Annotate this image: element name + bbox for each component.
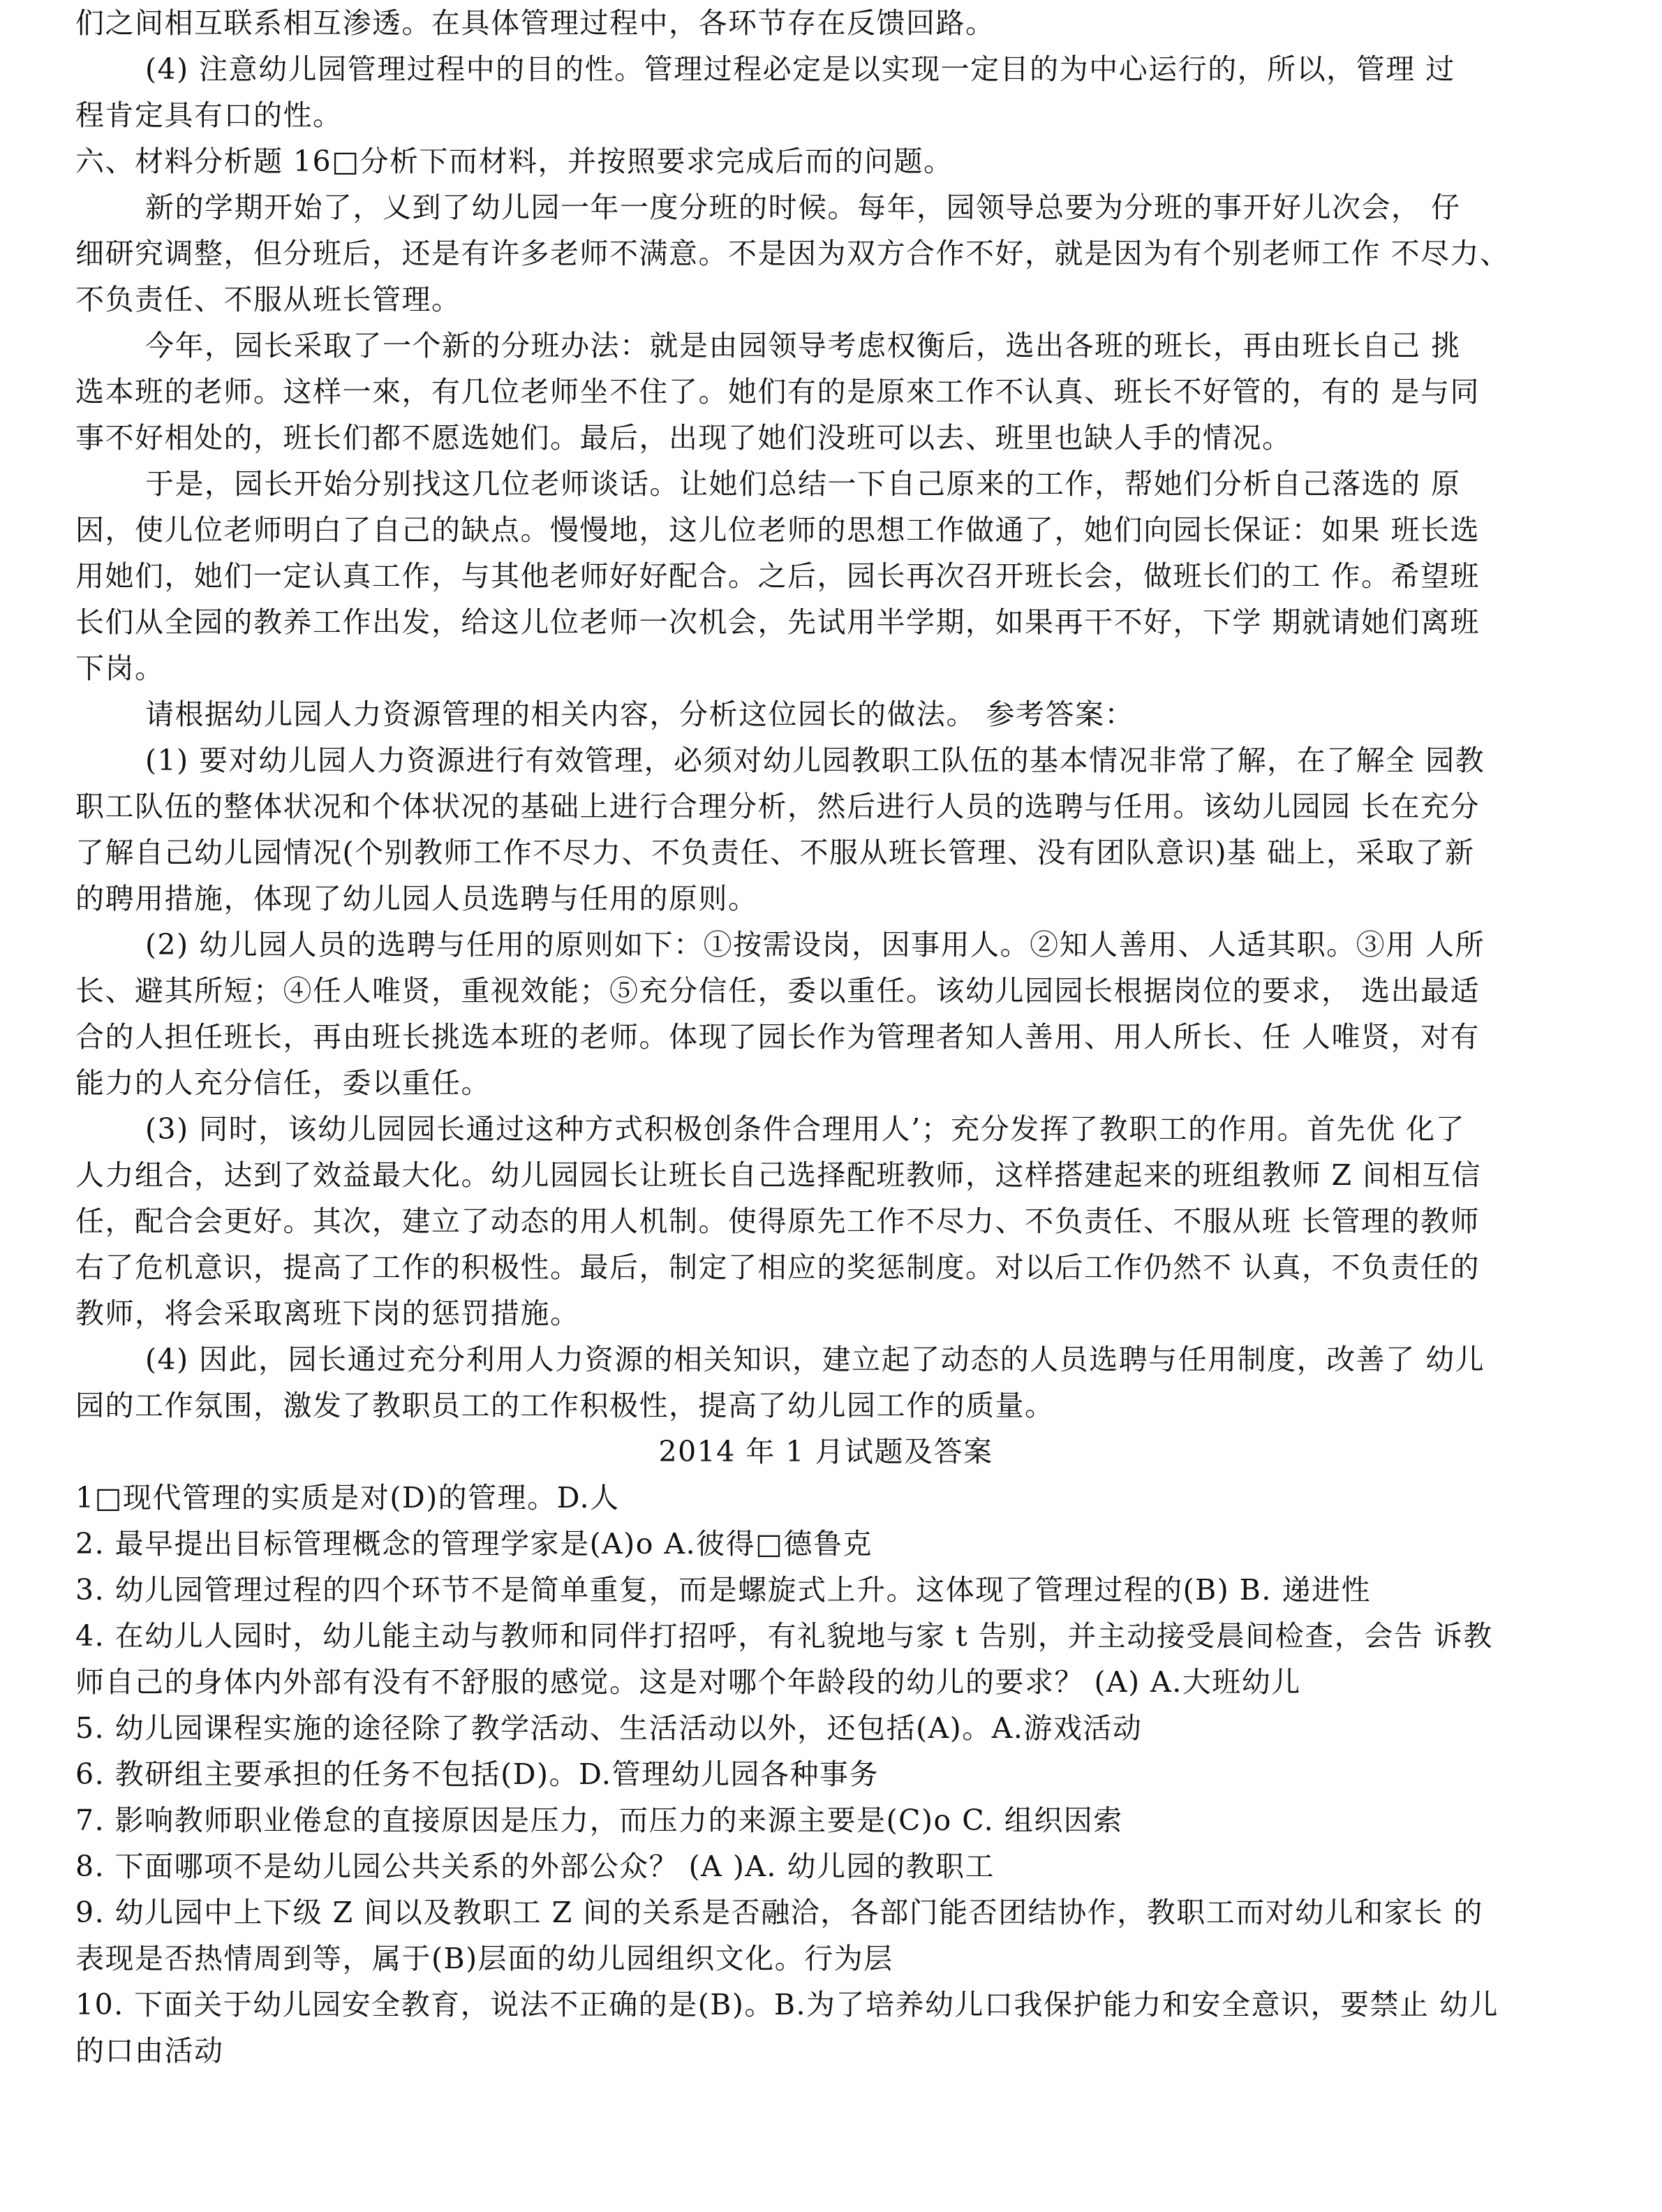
question-item: 8. 下面哪项不是幼儿园公共关系的外部公众？ (A )A. 幼儿园的教职工 [75,1850,995,1883]
question-item: 10. 下面关于幼儿园安全教育，说法不正确的是(B)。B.为了培养幼儿口我保护能力和安全意识，要禁止 幼儿 [75,1988,1499,2021]
question-item: 2. 最早提出目标管理概念的管理学家是(A)o A.彼得□德鲁克 [75,1527,873,1561]
text-line: 不负责任、不服从班长管理。 [75,283,461,316]
question-item: 1□现代管理的实质是对(D)的管理。D.人 [75,1481,620,1514]
text-line: 因，使儿位老师明白了自己的缺点。慢慢地，这儿位老师的思想工作做通了，她们向园长保证：如果 班长选 [75,513,1481,547]
answer-line: 右了危机意识，提高了工作的积极性。最后，制定了相应的奖惩制度。对以后工作仍然不 认真，不负责任的 [75,1251,1481,1284]
text-line: 新的学期开始了，乂到了幼儿园一年一度分班的时候。每年，园领导总要为分班的事开好儿次会， 仔 [145,191,1461,224]
answer-line: (1) 要对幼儿园人力资源进行有效管理，必须对幼儿园教职工队伍的基本情况非常了解，在了解全 园教 [145,744,1485,777]
answer-line: 合的人担任班长，再由班长挑选本班的老师。体现了园长作为管理者知人善用、用人所长、任 人唯贤，对有 [75,1020,1481,1054]
text-line: 于是，园长开始分别找这几位老师谈话。让她们总结一下自己原来的工作，帮她们分析自己落选的 原 [145,467,1461,501]
question-item: 6. 教研组主要承担的任务不包括(D)。D.管理幼儿园各种事务 [75,1757,879,1791]
answer-line: 园的工作氛围，激发了教职员工的工作积极性，提高了幼儿园工作的质量。 [75,1389,1055,1422]
answer-line: (3) 同时，该幼儿园园长通过这种方式积极创条件合理用人’；充分发挥了教职工的作用。首先优 化了 [145,1112,1466,1146]
question-item: 5. 幼儿园课程实施的途径除了教学活动、生活活动以外，还包括(A)。A.游戏活动 [75,1711,1143,1745]
section-heading: 六、材料分析题 16□分析下而材料，并按照要求完成后而的问题。 [75,145,954,178]
answer-line: 任，配合会更好。其次，建立了动态的用人机制。使得原先工作不尽力、不负责任、不服从班 长管理的教师 [75,1204,1481,1238]
answer-line: 教师，将会采取离班下岗的惩罚措施。 [75,1297,580,1330]
text-line: 选本班的老师。这样一來，有几位老师坐不住了。她们有的是原來工作不认真、班长不好管的，有的 是与同 [75,375,1481,408]
answer-line: (4) 因此，园长通过充分利用人力资源的相关知识，建立起了动态的人员选聘与任用制度，改善了 幼儿 [145,1343,1485,1376]
answer-line: 长、避其所短；④任人唯贤，重视效能；⑤充分信任，委以重任。该幼儿园园长根据岗位的要求， 选出最适 [75,974,1481,1008]
text-line: 程肯定具有口的性。 [75,98,343,132]
text-line: 事不好相处的，班长们都不愿选她们。最后，出现了她们没班可以去、班里也缺人手的情况。 [75,421,1292,455]
question-item: 3. 幼儿园管理过程的四个环节不是简单重复，而是螺旋式上升。这体现了管理过程的(B) B. 递进性 [75,1573,1371,1607]
question-item: 4. 在幼儿人园时，幼儿能主动与教师和同伴打招呼，有礼貌地与家 t 告别，并主动接受晨间检查，会告 诉教 [75,1619,1493,1653]
answer-line: 人力组合，达到了效益最大化。幼儿园园长让班长自己选择配班教师，这样搭建起来的班组教师 Z 间相互信 [75,1158,1482,1192]
document-page [75,0,1576,2074]
text-line: 下岗。 [75,651,165,685]
question-item: 的口由活动 [75,2034,224,2067]
text-line: (4) 注意幼儿园管理过程中的目的性。管理过程必定是以实现一定目的为中心运行的，所以，管理 过 [145,52,1455,86]
question-item: 9. 幼儿园中上下级 Z 间以及教职工 Z 间的关系是否融洽，各部门能否团结协作，教职工而对幼儿和家长 的 [75,1896,1483,1929]
question-item: 表现是否热情周到等，属于(B)层面的幼儿园组织文化。行为层 [75,1942,893,1975]
answer-line: 了解自己幼儿园情况(个别教师工作不尽力、不负责任、不服从班长管理、没有团队意识)基 础上，采取了新 [75,836,1475,869]
answer-line: 职工队伍的整体状况和个体状况的基础上进行合理分析，然后进行人员的选聘与任用。该幼儿园园 长在充分 [75,790,1481,823]
answer-line: (2) 幼儿园人员的选聘与任用的原则如下：①按需设岗，因事用人。②知人善用、人适其职。③用 人所 [145,928,1485,961]
answer-line: 能力的人充分信任，委以重任。 [75,1066,491,1100]
question-item: 师自己的身体内外部有没有不舒服的感觉。这是对哪个年龄段的幼儿的要求？ (A) A.大班幼儿 [75,1665,1301,1699]
text-line: 今年，园长采取了一个新的分班办法：就是由园领导考虑权衡后，选出各班的班长，再由班长自己 挑 [145,329,1461,362]
text-line: 用她们，她们一定认真工作，与其他老师好好配合。之后，园长再次召开班长会，做班长们的工 作。希望班 [75,559,1481,593]
text-line: 长们从全园的教养工作出发，给这儿位老师一次机会，先试用半学期，如果再干不好，下学 期就请她们离班 [75,605,1481,639]
question-item: 7. 影响教师职业倦怠的直接原因是压力，而压力的来源主要是(C)o C. 组织因索 [75,1804,1123,1837]
text-line: 细研究调整，但分班后，还是有许多老师不满意。不是因为双方合作不好，就是因为有个别老师工作 不尽力、 [75,237,1510,270]
question-prompt: 请根据幼儿园人力资源管理的相关内容，分析这位园长的做法。 参考答案： [145,698,1135,731]
answer-line: 的聘用措施，体现了幼儿园人员选聘与任用的原则。 [75,882,758,915]
text-line: 们之间相互联系相互渗透。在具体管理过程中，各环节存在反馈回路。 [75,6,995,40]
exam-title: 2014 年 1 月试题及答案 [658,1435,993,1468]
